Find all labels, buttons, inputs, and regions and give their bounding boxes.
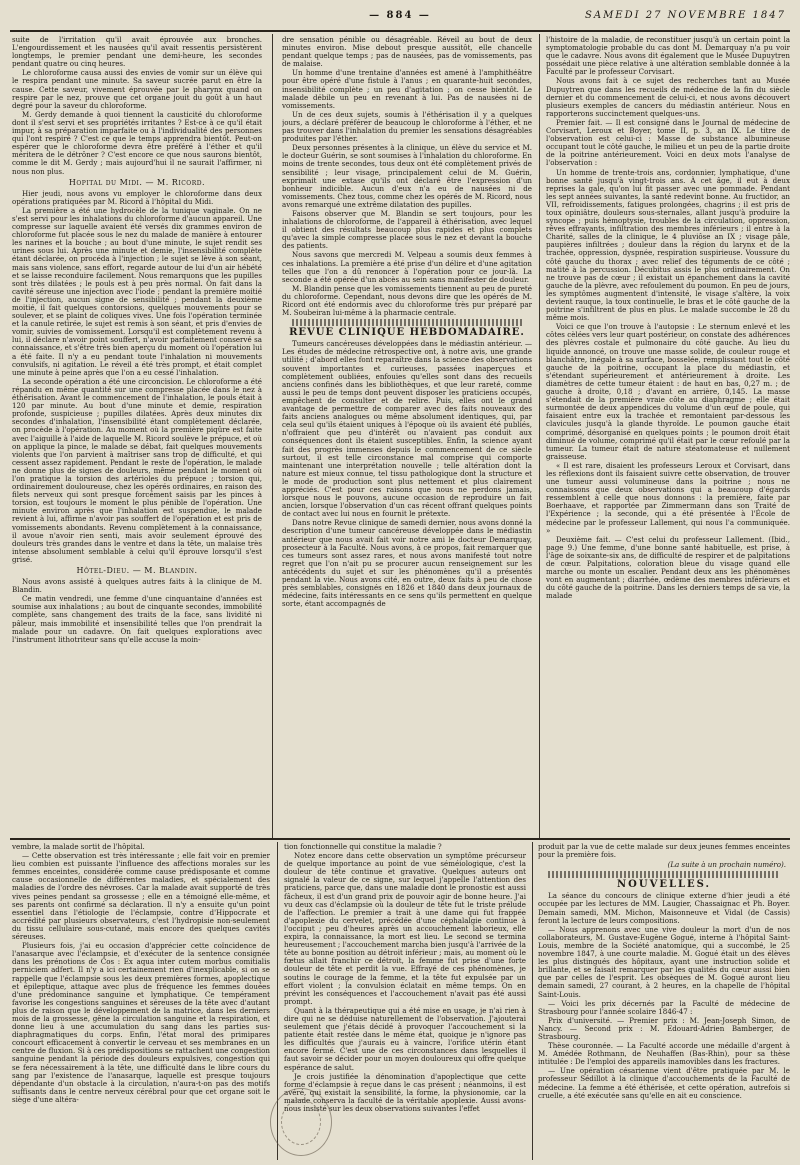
paragraph: Faisons observer que M. Blandin se sert toujours, pour les inhalations de chloroforme, de l'appareil à éthérisation, avec lequel il obtient des résultats beaucoup plus rapides et plus complets qu'avec la simple compresse placée sous le nez et devant la bouche des patients. [282,208,532,251]
paragraph: l'histoire de la maladie, de reconstituer jusqu'à un certain point la symptomatologie probable du cas dont M. Demarquay n'a pu voir que le cadavre. Nous avons dit également que le Musée Dupuytren possédait une pièce relative à une altération semblable donnée à la Faculté par le professeur Corvisart. [546,36,790,77]
paragraph: Plusieurs fois, j'ai eu occasion d'apprécier cette coïncidence de l'anasarque avec l'éclampsie, et d'exécuter de la sentence consignée dans les prénotions de Cos : Ex aqua inter cutem morbus comitialis perniciem adfert. Il n'y a ici certainement rien d'inexplicable, si on se rappelle que l'éclampsie sous les deux premières formes, apoplectique et épileptique, attaque avec plus de fréquence les femmes douées d'une prédominance sanguine et lymphatique. Ce tempérament favorise les congestions sanguines et séreuses de la tête avec d'autant plus de raison que le développement de la matrice, dans les derniers mois de la grossesse, gêne la circulation sanguine et la respiration, et donne lieu à une accumulation du sang dans les parties sus-diaphragmatiques du corps. Enfin, l'état moral des primipares concourt efficacement à convertir le cerveau et ses membranes en un centre de fluxion. Si à ces prédispositions se rattachent une congestion sanguine pendant la période des douleurs expulsives, congestion qui se fera nécessairement à la tête, une difficulté dans le libre cours du sang par l'existence de l'anasarque, laquelle est presque toujours dépendante d'un obstacle à la circulation, n'aura-t-on pas des motifs suffisants dans le centre nerveux cérébral pour que cet organe soit le siège d'une altéra- [12,941,270,1104]
paragraph: M. Gerdy demande à quoi tiennent la causticité du chloroforme dont il s'est servi et ses propriétés irritantes ? Est-ce à ce qu'il était impur, à sa préparation imparfaite ou à l'individualité des personnes qui l'ont respiré ? C'est ce que le temps apprendra bientôt. Peut-on espérer que le chloroforme devra être préféré à l'éther et qu'il méritera de le détrôner ? C'est encore ce que nous saurons bientôt, comme le dit M. Gerdy ; mais aujourd'hui il ne saurait l'affirmer, ni nous non plus. [12,109,262,176]
paragraph: Thèse couronnée. — La Faculté accorde une médaille d'argent à M. Amédée Rothmann, de Neuhaffen (Bas-Rhin), pour sa thèse intitulée : De l'emploi des appareils inamovibles dans les fractures. [538,1041,790,1067]
paragraph: Quant à la thérapeutique qui a été mise en usage, je n'ai rien à dire qui ne se déduise naturellement de l'observation. J'ajouterai seulement que j'étais décidé à provoquer l'accouchement si la patiente était restée dans le même état, quoique je n'ignore pas les difficultés que j'aurais eu à vaincre, l'orifice utérin étant encore fermé. C'est une de ces circonstances dans lesquelles il faut savoir se décider pour un moyen douloureux qui offre quelque espérance de salut. [284,1005,526,1072]
library-stamp [270,1088,332,1156]
paragraph: Deuxième fait. — C'est celui du professeur Lallement. (Ibid., page 9.) Une femme, d'une bonne santé habituelle, est prise, à l'âge de soixante-six ans, de difficulté de respirer et de palpitations de cœur. Palpitations, coloration bleue du visage quand elle marche ou monte un escalier. Pendant deux ans les phénomènes vont en augmentant ; diarrhée, œdème des membres inférieurs et du côté gauche de la poitrine. Dans les derniers temps de sa vie, la malade [546,534,790,601]
paragraph: Voici ce que l'on trouve à l'autopsie : Le sternum enlevé et les côtes cèlées vers leur quart postérieur, on constate des adhérences des plèvres costale et pulmonaire du côté gauche. Au lieu du liquide annoncé, on trouve une masse solide, de couleur rouge et blanchâtre, inégale à sa surface, bosselée, remplissant tout le côté gauche de la poitrine, occupant la place du médiastin, et s'étendant supérieurement et antérieurement à droite. Les diamètres de cette tumeur étaient : de haut en bas, 0,27 m. ; de gauche à droite, 0,18 ; d'avant en arrière, 0,145. La masse s'étendait de la première vraie côte au diaphragme ; elle était surmontée de deux appendices du volume d'un œuf de poule, qui faisaient entre eux la trachée et remontaient par-dessous les clavicules jusqu'à la glande thyroïde. Le poumon gauche était comprimé, désorganisé en quelques points ; le poumon droit était diminué de volume, comprimé qu'il était par le cœur refoulé par la tumeur. La tumeur était de nature stéatomateuse et nullement graisseuse. [546,322,790,461]
paragraph: Hier jeudi, nous avons vu employer le chloroforme dans deux opérations pratiquées par M. Ricord à l'hôpital du Midi. [12,188,262,206]
paragraph: Dans notre Revue clinique de samedi dernier, nous avons donné la description d'une tumeur cancéreuse développée dans le médiastin antérieur que nous avait fait voir notre ami le docteur Demarquay, prosecteur à la Faculté. Nous avons, à ce propos, fait remarquer que ces tumeurs sont assez rares, et nous avons manifesté tout notre regret que l'on n'ait pu se procurer aucun renseignement sur les antécédents du sujet et sur les phénomènes qu'il a présentés pendant la vie. Nous avons cité, en outre, deux faits à peu de chose près semblables, consignés en 1826 et 1840 dans deux journaux de médecine, faits intéressants en ce sens qu'ils permettent en quelque sorte, étant accompagnés de [282,518,532,609]
section-heading: Hopital du Midi. — M. Ricord. [68,177,206,187]
continuation-note: (La suite à un prochain numéro). [667,860,786,870]
ornament-rule [548,871,780,878]
paragraph: Un homme de trente-trois ans, cordonnier, lymphatique, d'une bonne santé jusqu'à vingt-trois ans. À cet âge, il eut à deux reprises la gale, qu'on lui fit passer avec une pommade. Pendant les sept années suivantes, la santé redevint bonne. Au fructidor, an VII, refroidissements, fatigues prolongées, chagrins ; il est pris de toux opiniâtre, douleurs sous-sternales, allant jusqu'à produire la syncope ; puis hémoptysie, troubles de la circulation, oppression, rêves effrayants, infiltration des membres inférieurs ; il entre à la Charité, salles de la clinique, le 4 pluviôse an IX ; visage pâle, paupières infiltrées ; douleur dans la région du larynx et de la trachée, oppression, dyspnée, respiration suspirieuse. Voussure du côté gauche du thorax ; avec relief des téguments de ce côté ; matité à la percussion. Décubitus assis le plus ordinairement. On ne trouve pas de cœur ; il existait un épanchement dans la cavité gauche de la plèvre, avec refoulement du poumon. En peu de jours, les symptômes augmentent d'intensité, le visage s'altère, la voix devient rauque, la toux continuelle, le bras et le côté gauche de la poitrine s'infiltrent de plus en plus. Le malade succombe le 28 du même mois. [546,167,790,323]
paragraph: Un de ces deux sujets, soumis à l'éthérisation il y a quelques jours, a déclaré préférer de beaucoup le chloroforme à l'éther, et ne pas trouver dans l'inhalation du premier les sensations désagréables produites par l'éther. [282,109,532,144]
paragraph: Nous avons assisté à quelques autres faits à la clinique de M. Blandin. [12,577,262,595]
column-6 [538,843,790,1159]
column-4 [12,843,270,1159]
paragraph: — Une opération césarienne vient d'être pratiquée par M. le professeur Sédillot à la clinique d'accouchements de la Faculté de médecine. La femme a été éthérisée, et cette opération, autrefois si cruelle, a été exécutée sans qu'elle en ait eu conscience. [538,1066,790,1100]
paragraph: Le chloroforme causa aussi des envies de vomir sur un élève qui le respira pendant une minute. Sa saveur sucrée parut en être la cause. Cette saveur, vivement éprouvée par le pharynx quand on respire par le nez, prouve que cet organe jouit du goût à un haut degré pour la saveur du chloroforme. [12,68,262,110]
paragraph: Un homme d'une trentaine d'années est amené à l'amphithéâtre pour être opéré d'une fistule à l'anus ; en quarante-huit secondes, insensibilité complète ; un peu d'agitation ; on cesse bientôt. Le malade débile un peu en revenant à lui. Pas de nausées ni de vomissements. [282,68,532,110]
paragraph: La séance du concours de clinique externe d'hier jeudi a été occupée par les lectures de MM. Laugier, Chassaignac et Ph. Boyer. Demain samedi, MM. Michon, Maisonneuve et Vidal (de Cassis) feront la lecture de leurs compositions. [538,891,790,925]
column-1 [12,36,262,836]
section-divider [10,838,790,840]
paragraph: Je crois justifiée la dénomination d'apoplectique que cette forme d'éclampsie à reçue dans le cas présent ; néanmoins, il est avéré, qui existait la sensibilité, la forme, la physionomie, car la malade conserva la faculté de la véritable apoplexie. Aussi avons-nous insisté sur les deux observations suivantes l'effet [284,1071,526,1113]
column-2 [282,36,532,836]
paragraph: Ce matin vendredi, une femme d'une cinquantaine d'années est soumise aux inhalations ; au bout de cinquante secondes, immobilité complète, sans changement des traits de la face, sans lividité ni pâleur, mais immobilité et insensibilité telles que l'on prendrait la malade pour un cadavre. On fait quelques explorations avec l'instrument lithotriteur sans qu'elle accuse la moin- [12,594,262,644]
paragraph: « Il est rare, disaient les professeurs Leroux et Corvisart, dans les réflexions dont ils faisaient suivre cette observation, de trouver une tumeur aussi volumineuse dans la poitrine ; nous ne connaissons que deux observations qui a beaucoup d'égards ressemblent à celle que nous donnons : la première, faite par Boerhaave, et rapportée par Zimmermann dans son Traité de l'Expérience ; la seconde, qui a été présentée à l'École de médecine par le professeur Lallement, qui nous l'a communiquée. » [546,460,790,535]
ornament-rule [292,319,522,326]
paragraph: tion fonctionnelle qui constitue la maladie ? [284,843,442,851]
paragraph: Deux personnes présentes à la clinique, un élève du service et M. le docteur Guérin, se sont soumises à l'inhalation du chloroforme. En moins de trente secondes, tous deux ont été complètement privés de sensibilité ; leur visage, principalement celui de M. Guérin, exprimait une extase qu'ils ont déclaré être l'expression d'un bonheur indicible. Aucun d'eux n'a eu de nausées ni de vomissements. Chez tous, comme chez les opérés de M. Ricord, nous avons remarqué une extrême dilatation des pupilles. [282,143,532,209]
paragraph: Tumeurs cancéreuses développées dans le médiastin antérieur. — Les études de médecine rétrospective ont, à notre avis, une grande utilité ; d'abord elles font reparaître dans la science des observations souvent importantes et curieuses, passées inaperçues et complètement oubliées, enfouies qu'elles sont dans des recueils anciens confinés dans les bibliothèques, et que leur rareté, comme aussi le peu de temps dont peuvent disposer les praticiens occupés, empêchent de consulter et de relire. Puis, elles ont le grand avantage de permettre de comparer avec des faits nouveaux des faits anciens analogues ou même absolument identiques, qui, par cela seul qu'ils étaient uniques à l'époque où ils avaient été publiés, n'offraient que peu d'intérêt ou n'avaient pas conduit aux conséquences dont ils étaient susceptibles. Enfin, la science ayant fait des progrès immenses depuis le commencement de ce siècle surtout, il est telle circonstance mal comprise qui comporte maintenant une interprétation nouvelle ; telle altération dont la nature est mieux connue, tel tissu pathologique dont la structure et le mode de production sont plus nettement et plus clairement appréciés. C'est pour ces raisons que nous ne perdons jamais, lorsque nous le pouvons, aucune occasion de reproduire un fait ancien, lorsque l'observation d'un cas récent offrant quelques points de contact avec lui nous en fournit le prétexte. [282,339,532,519]
paragraph: suite de l'irritation qu'il avait éprouvée aux bronches. L'engourdissement et les nausées qu'il avait ressentis persistèrent longtemps, le premier pendant une demi-heure, les secondes pendant quatre ou cinq heures. [12,36,262,69]
paragraph: Premier fait. — Il est consigné dans le Journal de médecine de Corvisart, Leroux et Boyer, tome II, p. 3, an IX. Le titre de l'observation est celui-ci : Masse de substance albumineuse occupant tout le côté gauche, le milieu et un peu de la partie droite de la poitrine antérieurement. Voici en deux mots l'analyse de l'observation : [546,117,790,168]
paragraph: Nous savons que mercredi M. Velpeau a soumis deux femmes à ces inhalations. La première a été prise d'un délire et d'une agitation telles que l'on a dû renoncer à l'opération pour ce jour-là. La seconde a été opérée d'un abcès au sein sans manifester de douleur. [282,250,532,284]
column-3 [546,36,790,836]
paragraph: — Nous apprenons avec une vive douleur la mort d'un de nos collaborateurs, M. Gustave-Eugène Gogué, interne à l'hôpital Saint-Louis, membre de la Société anatomique, qui a succombé, le 25 novembre 1847, à une courte maladie. M. Gogué était un des élèves les plus distingués des hôpitaux, ayant une instruction solide et brillante, et se faisait remarquer par les qualités du cœur aussi bien que par celles de l'esprit. Les obsèques de M. Gogué auront lieu demain samedi, 27 courant, à 2 heures, en la chapelle de l'hôpital Saint-Louis. [538,924,790,999]
date-line: SAMEDI 27 NOVEMBRE 1847 [585,10,786,21]
paragraph: Notez encore dans cette observation un symptôme précurseur de quelque importance au point de vue séméiologique, c'est la douleur de tête continue et gravative. Quelques auteurs ont signalé la valeur de ce signe, sur lequel j'appelle l'attention des praticiens, parce que, dans une maladie dont le pronostic est aussi fâcheux, il est d'un grand prix de pouvoir agir de bonne heure. J'ai vu deux cas d'éclampsie où la douleur de tête fut le triste prélude de l'affection. Le premier a trait à une dame qui fut frappée d'apoplexie du cervelet, précédée d'une céphalalgie continue à l'occiput ; peu d'heures après un accouchement laborieux, elle expira, la connaissance, la mort est lieu. Le second se termina heureusement ; l'accouchement marcha bien jusqu'à l'arrivée de la tête au bonne position au détroit inférieur ; mais, au moment où le fœtus allait franchir ce détroit, la femme fut prise d'une forte douleur de tête et perdit la vue. Effrayé de ces phénomènes, je soutins le courage de la femme, et la tête fut expulsée par un effort violent ; la convulsion éclatait en même temps. On en prévint les conséquences et l'accouchement n'avait pas été aussi prompt. [284,851,526,1006]
paragraph: produit par la vue de cette malade sur deux jeunes femmes enceintes pour la première fois. [538,843,790,860]
paragraph: La seconde opération a été une circoncision. Le chloroforme a été répandu en même quantité sur une compresse placée dans le nez à éthérisation. Avant le commencement de l'inhalation, le pouls était à 120 par minute. Au bout d'une minute et demie, respiration profonde, suspicieuse ; pupilles dilatées. Après deux minutes dix secondes d'inhalation, l'insensibilité étant complètement déclarée, on procède à l'opération. Au moment où la première piqûre est faite avec l'aiguille à l'aide de laquelle M. Ricord soulève le prépuce, et où on applique la pince, le malade se débat, fait quelques mouvements violents que l'on parvient à maîtriser sans trop de difficulté, et qui cessent assez rapidement. Pendant le reste de l'opération, le malade ne donne plus de signes de douleurs, même pendant le moment où l'on pratique la torsion des artérioles du prépuce ; torsion qui, ordinairement douloureuse, chez les opérés ordinaires, en raison des filets nerveux qui sont presque forcément saisis par les pinces à torsion, est toujours le moment le plus pénible de l'opération. Une minute environ après que l'inhalation est suspendue, le malade revient à lui, affirme n'avoir pas souffert de l'opération et est pris de vomissements abondants. Revenu complètement à la connaissance, il avoue n'avoir rien senti, mais avoir seulement éprouvé des douleurs très grandes dans le ventre et dans la tête, un malaise très intense absolument semblable à celui qu'il éprouve lorsqu'il s'est grisé. [12,376,262,564]
paragraph: M. Blandin pense que les vomissements tiennent au peu de pureté du chloroforme. Cependant, nous devons dire que les opérés de M. Ricord ont été endormis avec du chloroforme très pur préparé par M. Soubeiran lui-même à la pharmacie centrale. [282,283,532,318]
paragraph: vembre, la malade sortit de l'hôpital. [12,843,145,851]
column-divider [539,34,540,838]
paragraph: — Cette observation est très intéressante ; elle fait voir en premier lieu combien est puissante l'influence des affections morales sur les femmes enceintes, considérée comme cause prédisposante et comme cause occasionnelle de différentes maladies, et spécialement des maladies de l'ordre des névroses. Car la malade avait supporté de très vives peines pendant sa grossesse ; elle en a témoigné elle-même, et ses parents ont confirmé sa déclaration. Il n'y a ensuite qu'un point essentiel dans l'étiologie de l'éclampsie, contre d'Hippocrate et accrédité par plusieurs observateurs, c'est l'hydropisie non-seulement du tissu cellulaire sous-cutané, mais encore des quelques cavités séreuses. [12,851,270,942]
paragraph: dre sensation pénible ou désagréable. Réveil au bout de deux minutes environ. Mise debout presque aussitôt, elle chancelle pendant quelque temps ; pas de nausées, pas de vomissements, pas de malaise. [282,36,532,69]
paragraph: Nous avons fait à ce sujet des recherches tant au Musée Dupuytren que dans les recueils de médecine de la fin du siècle dernier et du commencement de celui-ci, et nous avons découvert plusieurs exemples de cancers du médiastin antérieur. Nous en rapporterons succinctement quelques-uns. [546,76,790,118]
section-heading: Hôtel-Dieu. — M. Blandin. [76,566,198,575]
section-heading: NOUVELLES. [617,879,711,891]
paragraph: — Voici les prix décernés par la Faculté de médecine de Strasbourg pour l'année scolaire 1846-47 : [538,998,790,1016]
column-divider [272,34,273,838]
masthead [10,4,790,32]
paragraph: Prix d'université. — Premier prix : M. Jean-Joseph Simon, de Nancy. — Second prix : M. Edouard-Adrien Bamberger, de Strasbourg. [538,1015,790,1041]
page-number: — 884 — [369,10,431,21]
column-divider [532,842,533,1160]
section-heading: REVUE CLINIQUE HEBDOMADAIRE. [289,327,525,339]
paragraph: La première a été une hydrocèle de la tunique vaginale. On ne s'est servi pour les inhalations du chloroforme d'aucun appareil. Une compresse sur laquelle avaient été versés dix grammes environ de chloroforme fut placée sous le nez du malade de manière à entourer les narines et la bouche ; au bout d'une minute, le sujet rendit ses urines sous lui. Après une minute et demie, l'insensibilité complète étant déclarée, on procéda à l'injection ; le sujet se lève à son séant, mais sans violence, sans effort, regarde autour de lui d'un air hébété et se laisse reconduire facilement. Nous remarquons que les pupilles sont très dilatées ; le pouls est à peu près normal. On fait dans la cavité séreuse une injection avec l'iode ; pendant la première moitié de l'injection, aucun signe de sensibilité ; pendant la deuxième moitié, il fait quelques contorsions, quelques mouvements pour se soulever, et se plaint de coliques vives. Une fois l'opération terminée et la canule retirée, le sujet est remis à son séant, et pris d'envies de vomir, suivies de vomissement. Lorsqu'il est complètement revenu à lui, il déclare n'avoir point souffert, n'avoir parfaitement conservé sa connaissance, et s'être très bien aperçu du moment où l'opération lui a été faite. Il n'y a eu pendant toute l'inhalation ni mouvements convulsifs, ni agitation. Le réveil a été très prompt, et était complet une minute à peine après que l'on a eu cessé l'inhalation. [12,205,262,377]
